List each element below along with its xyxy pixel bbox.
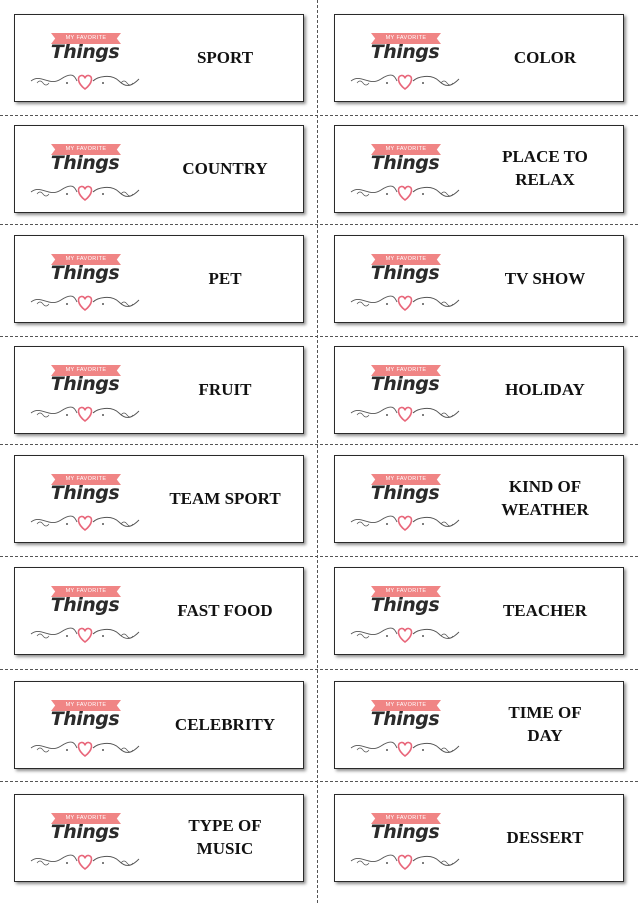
- flourish-ornament: [347, 180, 463, 202]
- vertical-cut-line: [317, 0, 318, 903]
- my-favorite-things-logo: [345, 576, 465, 648]
- category-label: [465, 682, 625, 768]
- category-card: [14, 455, 304, 543]
- my-favorite-things-logo: [25, 134, 145, 206]
- category-label: [465, 795, 625, 881]
- heart-icon: [398, 516, 411, 530]
- category-label-line: CELEBRITY: [174, 714, 276, 734]
- flourish-ornament: [27, 69, 143, 91]
- logo-ribbon-text: MY FAVORITE: [385, 815, 427, 821]
- horizontal-cut-line: [0, 224, 638, 225]
- logo-title: Things: [370, 482, 440, 504]
- category-label-line: MUSIC: [196, 839, 254, 858]
- logo-title: Things: [370, 41, 440, 63]
- logo-ribbon-text: MY FAVORITE: [65, 815, 107, 821]
- category-label-line: WEATHER: [501, 500, 589, 519]
- heart-icon: [398, 855, 411, 869]
- heart-icon: [78, 407, 91, 421]
- logo-title: Things: [50, 262, 120, 284]
- category-label-line: DAY: [527, 726, 563, 745]
- category-label: [465, 126, 625, 212]
- logo-title: Things: [370, 262, 440, 284]
- my-favorite-things-logo: [25, 690, 145, 762]
- category-label: [465, 236, 625, 322]
- category-card: [14, 235, 304, 323]
- logo-title: Things: [50, 594, 120, 616]
- flourish-ornament: [347, 622, 463, 644]
- category-card: [334, 125, 624, 213]
- category-label: [145, 236, 305, 322]
- my-favorite-things-logo: [25, 244, 145, 316]
- flourish-ornament: [27, 622, 143, 644]
- logo-title: Things: [370, 821, 440, 843]
- my-favorite-things-logo: [25, 464, 145, 536]
- flourish-ornament: [27, 736, 143, 758]
- category-card: [334, 235, 624, 323]
- my-favorite-things-logo: [25, 576, 145, 648]
- my-favorite-things-logo: [345, 244, 465, 316]
- flourish-ornament: [27, 180, 143, 202]
- category-card: [334, 346, 624, 434]
- heart-icon: [398, 407, 411, 421]
- horizontal-cut-line: [0, 669, 638, 670]
- logo-ribbon-text: MY FAVORITE: [385, 256, 427, 262]
- my-favorite-things-logo: [345, 355, 465, 427]
- category-label-line: PLACE TO: [502, 147, 588, 167]
- category-label-line: KIND OF: [508, 477, 582, 497]
- my-favorite-things-logo: [25, 803, 145, 875]
- flourish-ornament: [347, 290, 463, 312]
- category-label-line: RELAX: [515, 170, 575, 189]
- flourish-ornament: [27, 290, 143, 312]
- category-card: [334, 681, 624, 769]
- heart-icon: [78, 628, 91, 642]
- category-card: [334, 567, 624, 655]
- flourish-ornament: [27, 401, 143, 423]
- logo-ribbon-text: MY FAVORITE: [385, 146, 427, 152]
- my-favorite-things-logo: [345, 803, 465, 875]
- logo-ribbon-text: MY FAVORITE: [385, 476, 427, 482]
- category-card: [334, 14, 624, 102]
- my-favorite-things-logo: [345, 464, 465, 536]
- logo-ribbon-text: MY FAVORITE: [65, 35, 107, 41]
- logo-ribbon-text: MY FAVORITE: [385, 35, 427, 41]
- logo-title: Things: [50, 708, 120, 730]
- horizontal-cut-line: [0, 336, 638, 337]
- category-label: [145, 795, 305, 881]
- category-label: [465, 456, 625, 542]
- category-label: [145, 126, 305, 212]
- category-label: [465, 347, 625, 433]
- heart-icon: [398, 296, 411, 310]
- logo-ribbon-text: MY FAVORITE: [385, 367, 427, 373]
- my-favorite-things-logo: [25, 23, 145, 95]
- category-label: [145, 568, 305, 654]
- category-card: [14, 125, 304, 213]
- category-card: [14, 567, 304, 655]
- logo-ribbon-text: MY FAVORITE: [65, 367, 107, 373]
- category-label-line: FAST FOOD: [177, 600, 273, 620]
- logo-title: Things: [50, 482, 120, 504]
- logo-title: Things: [370, 152, 440, 174]
- logo-ribbon-text: MY FAVORITE: [385, 588, 427, 594]
- category-label: [145, 347, 305, 433]
- category-label-line: SPORT: [196, 47, 254, 67]
- category-label-line: PET: [208, 268, 242, 288]
- category-label-line: TIME OF: [508, 703, 582, 723]
- flourish-ornament: [347, 401, 463, 423]
- horizontal-cut-line: [0, 781, 638, 782]
- category-label-line: DESSERT: [506, 827, 584, 847]
- category-label-line: TV SHOW: [504, 268, 586, 288]
- category-label: [465, 15, 625, 101]
- heart-icon: [398, 75, 411, 89]
- heart-icon: [78, 855, 91, 869]
- logo-ribbon-text: MY FAVORITE: [65, 702, 107, 708]
- flourish-ornament: [27, 849, 143, 871]
- horizontal-cut-line: [0, 444, 638, 445]
- category-label-line: TYPE OF: [188, 816, 262, 836]
- category-label-line: TEAM SPORT: [169, 488, 281, 508]
- category-label-line: HOLIDAY: [505, 379, 585, 399]
- category-card: [334, 794, 624, 882]
- flourish-ornament: [347, 849, 463, 871]
- category-card: [14, 346, 304, 434]
- logo-title: Things: [50, 821, 120, 843]
- flourish-ornament: [27, 510, 143, 532]
- logo-ribbon-text: MY FAVORITE: [65, 588, 107, 594]
- category-card: [14, 681, 304, 769]
- category-card: [14, 794, 304, 882]
- logo-title: Things: [370, 373, 440, 395]
- flourish-ornament: [347, 510, 463, 532]
- category-card: [334, 455, 624, 543]
- category-label: [145, 15, 305, 101]
- logo-title: Things: [50, 152, 120, 174]
- logo-ribbon-text: MY FAVORITE: [385, 702, 427, 708]
- heart-icon: [78, 516, 91, 530]
- category-label: [145, 456, 305, 542]
- category-label-line: COUNTRY: [182, 158, 268, 178]
- logo-ribbon-text: MY FAVORITE: [65, 146, 107, 152]
- heart-icon: [398, 186, 411, 200]
- heart-icon: [398, 742, 411, 756]
- category-label: [145, 682, 305, 768]
- my-favorite-things-logo: [25, 355, 145, 427]
- category-label-line: COLOR: [513, 47, 577, 67]
- heart-icon: [398, 628, 411, 642]
- flourish-ornament: [347, 736, 463, 758]
- heart-icon: [78, 296, 91, 310]
- horizontal-cut-line: [0, 556, 638, 557]
- logo-title: Things: [370, 594, 440, 616]
- logo-title: Things: [50, 41, 120, 63]
- horizontal-cut-line: [0, 115, 638, 116]
- my-favorite-things-logo: [345, 23, 465, 95]
- flourish-ornament: [347, 69, 463, 91]
- my-favorite-things-logo: [345, 134, 465, 206]
- heart-icon: [78, 742, 91, 756]
- category-card: [14, 14, 304, 102]
- category-label-line: FRUIT: [198, 379, 252, 399]
- logo-title: Things: [50, 373, 120, 395]
- my-favorite-things-logo: [345, 690, 465, 762]
- logo-title: Things: [370, 708, 440, 730]
- logo-ribbon-text: MY FAVORITE: [65, 256, 107, 262]
- category-label-line: TEACHER: [502, 600, 588, 620]
- heart-icon: [78, 75, 91, 89]
- logo-ribbon-text: MY FAVORITE: [65, 476, 107, 482]
- heart-icon: [78, 186, 91, 200]
- category-label: [465, 568, 625, 654]
